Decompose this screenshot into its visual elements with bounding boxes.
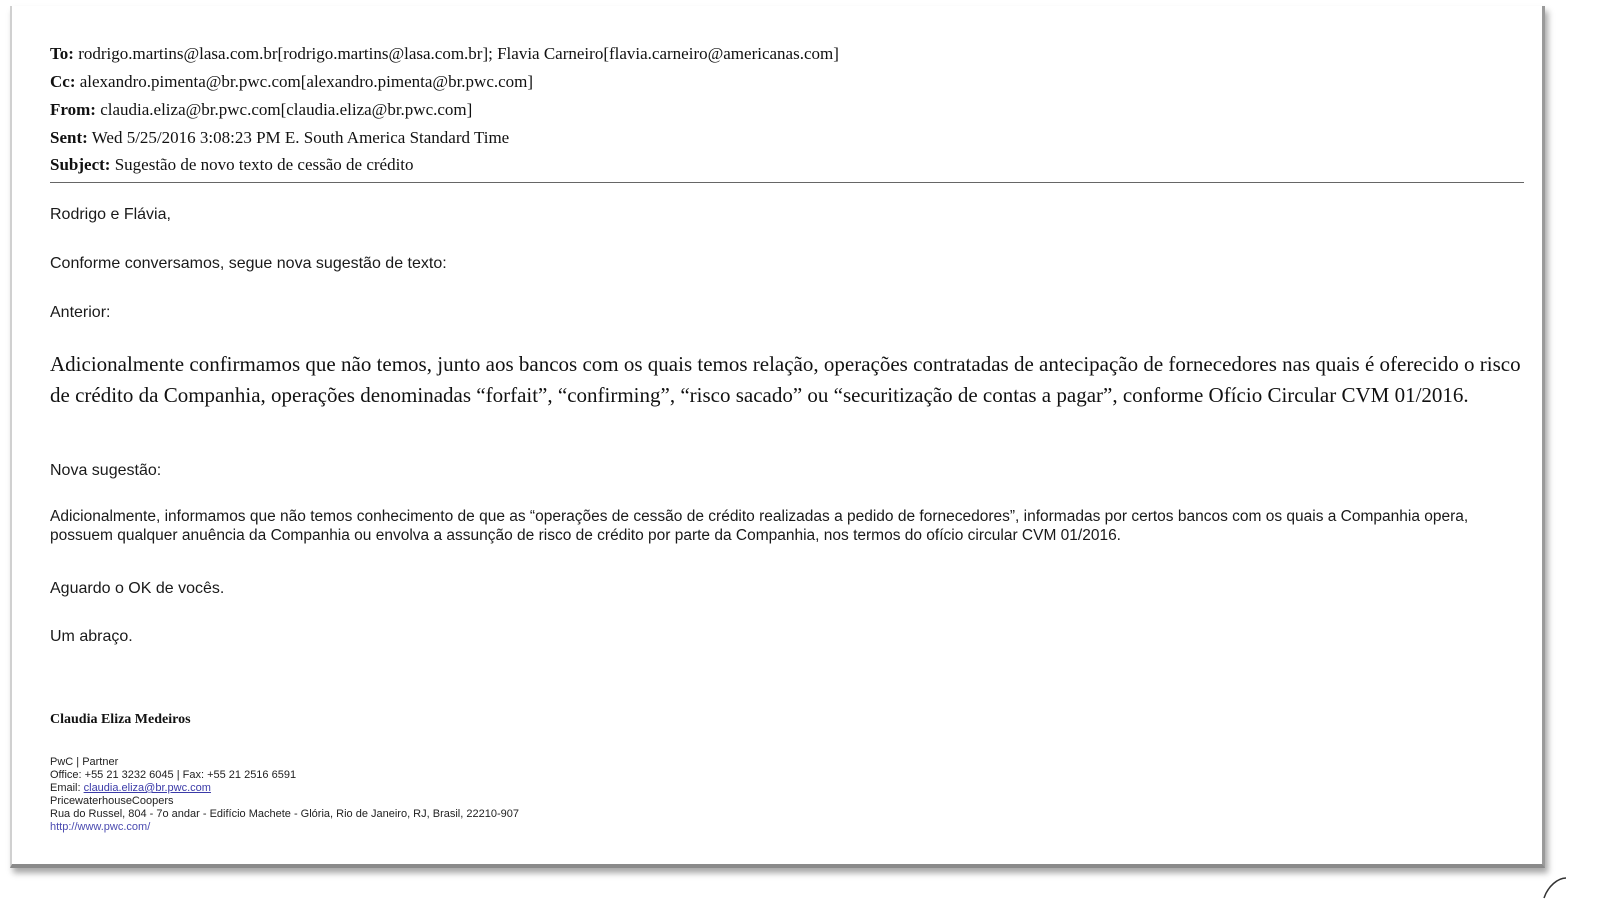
new-suggestion-text: Adicionalmente, informamos que não temos conhecimento de que as “operações de cessão de crédito realizadas a pedido de fornecedores”, informadas por certos bancos com os quais a Companhia opera, possuem qualquer anuência da Companhia ou envolva a assunção de risco de crédito por parte da Companhia, nos termos do ofício circular CVM 01/2016. [50, 508, 1469, 544]
to-value: rodrigo.martins@lasa.com.br[rodrigo.martins@lasa.com.br]; Flavia Carneiro[flavia.carneiro@americanas.com] [78, 44, 839, 63]
pen-mark-icon [1540, 872, 1570, 902]
sent-value: Wed 5/25/2016 3:08:23 PM E. South America Standard Time [91, 128, 510, 147]
signature-role: PwC | Partner [50, 756, 119, 768]
sent-label: Sent: [50, 128, 88, 147]
cc-value: alexandro.pimenta@br.pwc.com[alexandro.pimenta@br.pwc.com] [79, 72, 534, 91]
previous-text: Adicionalmente confirmamos que não temos, junto aos bancos com os quais temos relação, operações contratadas de antecipação de fornecedores nas quais é oferecido o risco de crédito da Companhia, operações denominadas “forfait”, “confirming”, “risco sacado” ou “securitização de contas a pagar”, conforme Ofício Circular CVM 01/2016. [50, 352, 1521, 407]
closing-request: Aguardo o OK de vocês. [50, 580, 225, 597]
subject-header [50, 155, 414, 175]
signature-website-link[interactable]: http://www.pwc.com/ [50, 821, 151, 833]
sign-off: Um abraço. [50, 628, 133, 645]
intro-paragraph: Conforme conversamos, segue nova sugestão de texto: [50, 255, 447, 272]
from-header [50, 100, 472, 120]
signature-name: Claudia Eliza Medeiros [50, 712, 191, 727]
header-divider [50, 182, 1524, 183]
new-suggestion-label: Nova sugestão: [50, 462, 162, 479]
signature-email-link[interactable]: claudia.eliza@br.pwc.com [83, 782, 211, 794]
subject-label: Subject: [50, 155, 111, 174]
from-label: From: [50, 100, 96, 119]
signature-email-label: Email: [50, 782, 81, 794]
signature-phone: Office: +55 21 3232 6045 | Fax: +55 21 2516 6591 [50, 769, 297, 781]
to-label: To: [50, 44, 74, 63]
greeting: Rodrigo e Flávia, [50, 206, 171, 223]
previous-label: Anterior: [50, 304, 111, 321]
email-printout [10, 6, 1545, 868]
signature-email-line [50, 782, 211, 794]
sent-header [50, 128, 509, 148]
cc-label: Cc: [50, 72, 76, 91]
from-value: claudia.eliza@br.pwc.com[claudia.eliza@br.pwc.com] [100, 100, 473, 119]
signature-address: Rua do Russel, 804 - 7o andar - Edifício Machete - Glória, Rio de Janeiro, RJ, Brasil, 22210-907 [50, 808, 519, 820]
signature-company: PricewaterhouseCoopers [50, 795, 174, 807]
cc-header [50, 72, 533, 92]
subject-value: Sugestão de novo texto de cessão de crédito [114, 155, 414, 174]
to-header [50, 44, 839, 64]
